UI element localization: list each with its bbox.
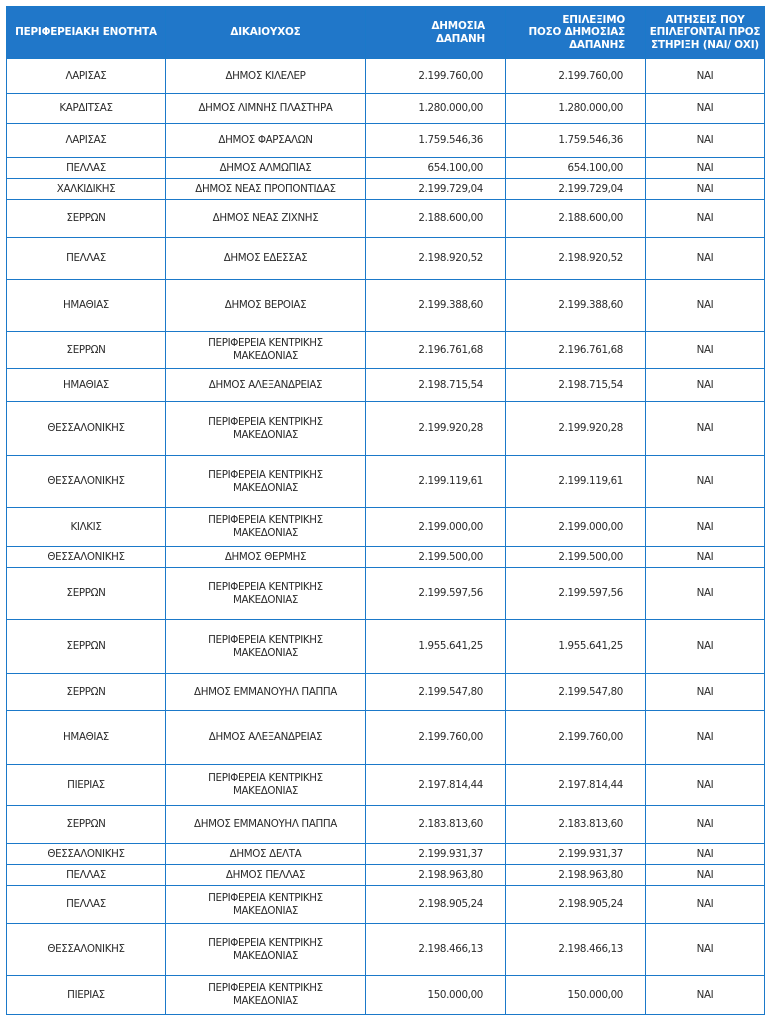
public-spend-cell: 2.199.760,00 bbox=[366, 711, 506, 765]
beneficiary-cell bbox=[166, 547, 366, 568]
selected-cell: ΝΑΙ bbox=[646, 369, 765, 402]
beneficiary-line: ΔΗΜΟΣ ΕΔΕΣΣΑΣ bbox=[223, 252, 308, 264]
eligible-amount-cell: 2.199.500,00 bbox=[506, 547, 646, 568]
selected-cell: ΝΑΙ bbox=[646, 179, 765, 200]
region-cell: ΗΜΑΘΙΑΣ bbox=[7, 369, 166, 402]
table-row bbox=[7, 508, 765, 547]
beneficiary-line: ΔΗΜΟΣ ΒΕΡΟΙΑΣ bbox=[224, 299, 307, 311]
beneficiary-cell bbox=[166, 711, 366, 765]
selected-cell: ΝΑΙ bbox=[646, 456, 765, 508]
beneficiary-cell bbox=[166, 865, 366, 886]
region-cell: ΧΑΛΚΙΔΙΚΗΣ bbox=[7, 179, 166, 200]
public-spend-cell: 2.199.500,00 bbox=[366, 547, 506, 568]
table-row bbox=[7, 332, 765, 369]
table-header bbox=[7, 7, 765, 59]
eligible-amount-cell: 2.199.547,80 bbox=[506, 674, 646, 711]
beneficiary-line: ΔΗΜΟΣ ΦΑΡΣΑΛΩΝ bbox=[218, 134, 313, 146]
table-row bbox=[7, 547, 765, 568]
region-cell: ΣΕΡΡΩΝ bbox=[7, 568, 166, 620]
eligible-amount-cell: 1.280.000,00 bbox=[506, 94, 646, 124]
public-spend-cell: 2.183.813,60 bbox=[366, 806, 506, 844]
beneficiary-line: ΠΕΡΙΦΕΡΕΙΑ ΚΕΝΤΡΙΚΗΣ bbox=[208, 337, 323, 349]
eligible-amount-cell: 2.198.715,54 bbox=[506, 369, 646, 402]
public-spend-cell: 1.280.000,00 bbox=[366, 94, 506, 124]
public-spend-cell: 2.199.597,56 bbox=[366, 568, 506, 620]
eligible-amount-cell: 150.000,00 bbox=[506, 976, 646, 1015]
selected-cell: ΝΑΙ bbox=[646, 158, 765, 179]
beneficiary-cell bbox=[166, 674, 366, 711]
beneficiary-line: ΜΑΚΕΔΟΝΙΑΣ bbox=[232, 904, 299, 917]
beneficiaries-table bbox=[6, 6, 765, 1015]
region-cell: ΠΙΕΡΙΑΣ bbox=[7, 765, 166, 806]
region-cell: ΛΑΡΙΣΑΣ bbox=[7, 124, 166, 158]
beneficiary-cell bbox=[166, 844, 366, 865]
beneficiary-cell bbox=[166, 124, 366, 158]
beneficiary-cell bbox=[166, 369, 366, 402]
eligible-amount-cell: 1.955.641,25 bbox=[506, 620, 646, 674]
table-row bbox=[7, 620, 765, 674]
beneficiary-cell bbox=[166, 402, 366, 456]
beneficiary-line: ΠΕΡΙΦΕΡΕΙΑ ΚΕΝΤΡΙΚΗΣ bbox=[208, 633, 323, 646]
beneficiary-line: ΔΗΜΟΣ ΕΜΜΑΝΟΥΗΛ ΠΑΠΠΑ bbox=[194, 685, 337, 698]
region-cell: ΣΕΡΡΩΝ bbox=[7, 674, 166, 711]
beneficiary-cell bbox=[166, 806, 366, 844]
beneficiary-line: ΜΑΚΕΔΟΝΙΑΣ bbox=[232, 481, 299, 494]
public-spend-cell: 2.199.729,04 bbox=[366, 179, 506, 200]
public-spend-cell: 2.198.715,54 bbox=[366, 369, 506, 402]
region-cell: ΘΕΣΣΑΛΟΝΙΚΗΣ bbox=[7, 844, 166, 865]
beneficiary-cell bbox=[166, 59, 366, 94]
eligible-amount-cell: 2.198.963,80 bbox=[506, 865, 646, 886]
selected-cell: ΝΑΙ bbox=[646, 238, 765, 280]
header-public-spend-line: ΔΑΠΑΝΗ bbox=[435, 32, 485, 45]
eligible-amount-cell: 2.197.814,44 bbox=[506, 765, 646, 806]
selected-cell: ΝΑΙ bbox=[646, 711, 765, 765]
region-cell: ΗΜΑΘΙΑΣ bbox=[7, 280, 166, 332]
table-row bbox=[7, 280, 765, 332]
eligible-amount-cell: 2.199.931,37 bbox=[506, 844, 646, 865]
header-eligible-amount bbox=[506, 7, 646, 59]
table-row bbox=[7, 238, 765, 280]
beneficiary-cell bbox=[166, 508, 366, 547]
beneficiary-cell bbox=[166, 158, 366, 179]
table-row bbox=[7, 402, 765, 456]
region-cell: ΘΕΣΣΑΛΟΝΙΚΗΣ bbox=[7, 547, 166, 568]
selected-cell: ΝΑΙ bbox=[646, 402, 765, 456]
beneficiary-cell bbox=[166, 976, 366, 1015]
eligible-amount-cell: 1.759.546,36 bbox=[506, 124, 646, 158]
beneficiary-line: ΔΗΜΟΣ ΝΕΑΣ ΖΙΧΝΗΣ bbox=[212, 212, 319, 224]
header-eligible-line: ΕΠΙΛΕΞΙΜΟ bbox=[562, 13, 625, 26]
header-row bbox=[7, 7, 765, 59]
beneficiary-line: ΠΕΡΙΦΕΡΕΙΑ ΚΕΝΤΡΙΚΗΣ bbox=[208, 936, 323, 949]
beneficiary-cell bbox=[166, 280, 366, 332]
region-cell: ΚΑΡΔΙΤΣΑΣ bbox=[7, 94, 166, 124]
selected-cell: ΝΑΙ bbox=[646, 332, 765, 369]
region-cell: ΠΙΕΡΙΑΣ bbox=[7, 976, 166, 1015]
beneficiary-line: ΠΕΡΙΦΕΡΕΙΑ ΚΕΝΤΡΙΚΗΣ bbox=[208, 580, 323, 593]
beneficiary-line: ΔΗΜΟΣ ΕΜΜΑΝΟΥΗΛ ΠΑΠΠΑ bbox=[194, 818, 337, 830]
beneficiary-line: ΔΗΜΟΣ ΝΕΑΣ ΠΡΟΠΟΝΤΙΔΑΣ bbox=[195, 182, 336, 195]
region-cell: ΠΕΛΛΑΣ bbox=[7, 886, 166, 924]
selected-cell: ΝΑΙ bbox=[646, 976, 765, 1015]
beneficiary-line: ΠΕΡΙΦΕΡΕΙΑ ΚΕΝΤΡΙΚΗΣ bbox=[208, 772, 323, 784]
public-spend-cell: 2.198.905,24 bbox=[366, 886, 506, 924]
selected-cell: ΝΑΙ bbox=[646, 674, 765, 711]
selected-cell: ΝΑΙ bbox=[646, 280, 765, 332]
beneficiary-cell bbox=[166, 568, 366, 620]
public-spend-cell: 2.196.761,68 bbox=[366, 332, 506, 369]
table-row bbox=[7, 124, 765, 158]
beneficiary-line: ΜΑΚΕΔΟΝΙΑΣ bbox=[232, 949, 299, 962]
selected-cell: ΝΑΙ bbox=[646, 59, 765, 94]
beneficiary-line: ΠΕΡΙΦΕΡΕΙΑ ΚΕΝΤΡΙΚΗΣ bbox=[208, 891, 323, 904]
table-row bbox=[7, 158, 765, 179]
table-row bbox=[7, 456, 765, 508]
beneficiary-line: ΜΑΚΕΔΟΝΙΑΣ bbox=[232, 646, 299, 659]
eligible-amount-cell: 2.199.000,00 bbox=[506, 508, 646, 547]
table-row bbox=[7, 369, 765, 402]
public-spend-cell: 2.198.920,52 bbox=[366, 238, 506, 280]
beneficiary-line: ΠΕΡΙΦΕΡΕΙΑ ΚΕΝΤΡΙΚΗΣ bbox=[208, 468, 323, 481]
table-row bbox=[7, 976, 765, 1015]
beneficiary-line: ΜΑΚΕΔΟΝΙΑΣ bbox=[232, 428, 299, 441]
beneficiary-line: ΠΕΡΙΦΕΡΕΙΑ ΚΕΝΤΡΙΚΗΣ bbox=[208, 982, 323, 994]
public-spend-cell: 1.759.546,36 bbox=[366, 124, 506, 158]
header-region: ΠΕΡΙΦΕΡΕΙΑΚΗ ΕΝΟΤΗΤΑ bbox=[7, 7, 166, 59]
selected-cell: ΝΑΙ bbox=[646, 547, 765, 568]
selected-cell: ΝΑΙ bbox=[646, 620, 765, 674]
selected-cell: ΝΑΙ bbox=[646, 844, 765, 865]
eligible-amount-cell: 2.199.920,28 bbox=[506, 402, 646, 456]
table-row bbox=[7, 711, 765, 765]
public-spend-cell: 2.198.466,13 bbox=[366, 924, 506, 976]
beneficiary-cell bbox=[166, 886, 366, 924]
table-row bbox=[7, 179, 765, 200]
beneficiary-line: ΜΑΚΕΔΟΝΙΑΣ bbox=[232, 593, 299, 606]
region-cell: ΛΑΡΙΣΑΣ bbox=[7, 59, 166, 94]
header-eligible-line: ΔΑΠΑΝΗΣ bbox=[569, 38, 625, 51]
table-row bbox=[7, 865, 765, 886]
eligible-amount-cell: 2.199.760,00 bbox=[506, 711, 646, 765]
beneficiary-line: ΔΗΜΟΣ ΑΛΜΩΠΙΑΣ bbox=[219, 161, 312, 174]
eligible-amount-cell: 654.100,00 bbox=[506, 158, 646, 179]
public-spend-cell: 2.199.388,60 bbox=[366, 280, 506, 332]
beneficiary-cell bbox=[166, 179, 366, 200]
region-cell: ΠΕΛΛΑΣ bbox=[7, 238, 166, 280]
region-cell: ΘΕΣΣΑΛΟΝΙΚΗΣ bbox=[7, 456, 166, 508]
public-spend-cell: 2.199.000,00 bbox=[366, 508, 506, 547]
eligible-amount-cell: 2.183.813,60 bbox=[506, 806, 646, 844]
region-cell: ΚΙΛΚΙΣ bbox=[7, 508, 166, 547]
beneficiary-cell bbox=[166, 200, 366, 238]
beneficiary-line: ΔΗΜΟΣ ΑΛΕΞΑΝΔΡΕΙΑΣ bbox=[208, 731, 323, 743]
region-cell: ΠΕΛΛΑΣ bbox=[7, 158, 166, 179]
beneficiary-cell bbox=[166, 332, 366, 369]
selected-cell: ΝΑΙ bbox=[646, 765, 765, 806]
selected-cell: ΝΑΙ bbox=[646, 806, 765, 844]
selected-cell: ΝΑΙ bbox=[646, 886, 765, 924]
header-selected bbox=[646, 7, 765, 59]
eligible-amount-cell: 2.196.761,68 bbox=[506, 332, 646, 369]
beneficiary-cell bbox=[166, 456, 366, 508]
eligible-amount-cell: 2.199.388,60 bbox=[506, 280, 646, 332]
table-row bbox=[7, 765, 765, 806]
beneficiary-cell bbox=[166, 238, 366, 280]
beneficiary-line: ΠΕΡΙΦΕΡΕΙΑ ΚΕΝΤΡΙΚΗΣ bbox=[208, 514, 323, 526]
region-cell: ΠΕΛΛΑΣ bbox=[7, 865, 166, 886]
region-cell: ΘΕΣΣΑΛΟΝΙΚΗΣ bbox=[7, 402, 166, 456]
public-spend-cell: 2.199.119,61 bbox=[366, 456, 506, 508]
table-row bbox=[7, 924, 765, 976]
beneficiary-line: ΜΑΚΕΔΟΝΙΑΣ bbox=[232, 527, 299, 539]
beneficiary-line: ΔΗΜΟΣ ΑΛΕΞΑΝΔΡΕΙΑΣ bbox=[208, 378, 323, 391]
header-public-spend-line: ΔΗΜΟΣΙΑ bbox=[431, 20, 485, 32]
public-spend-cell: 2.199.547,80 bbox=[366, 674, 506, 711]
header-selected-line: ΕΠΙΛΕΓΟΝΤΑΙ ΠΡΟΣ bbox=[649, 26, 761, 39]
public-spend-cell: 2.199.920,28 bbox=[366, 402, 506, 456]
beneficiary-line: ΔΗΜΟΣ ΘΕΡΜΗΣ bbox=[224, 550, 307, 563]
table-row bbox=[7, 844, 765, 865]
public-spend-cell: 2.188.600,00 bbox=[366, 200, 506, 238]
beneficiary-cell bbox=[166, 620, 366, 674]
beneficiary-line: ΔΗΜΟΣ ΚΙΛΕΛΕΡ bbox=[225, 69, 306, 82]
header-public-spend bbox=[366, 7, 506, 59]
table-row bbox=[7, 674, 765, 711]
eligible-amount-cell: 2.199.729,04 bbox=[506, 179, 646, 200]
selected-cell: ΝΑΙ bbox=[646, 508, 765, 547]
header-selected-line: ΣΤΗΡΙΞΗ (ΝΑΙ/ ΟΧΙ) bbox=[651, 38, 759, 51]
region-cell: ΘΕΣΣΑΛΟΝΙΚΗΣ bbox=[7, 924, 166, 976]
header-beneficiary: ΔΙΚΑΙΟΥΧΟΣ bbox=[166, 7, 366, 59]
beneficiary-cell bbox=[166, 924, 366, 976]
table-row bbox=[7, 568, 765, 620]
table-row bbox=[7, 200, 765, 238]
public-spend-cell: 2.199.931,37 bbox=[366, 844, 506, 865]
eligible-amount-cell: 2.198.466,13 bbox=[506, 924, 646, 976]
eligible-amount-cell: 2.188.600,00 bbox=[506, 200, 646, 238]
region-cell: ΣΕΡΡΩΝ bbox=[7, 806, 166, 844]
header-selected-line: ΑΙΤΗΣΕΙΣ ΠΟΥ bbox=[665, 13, 745, 26]
public-spend-cell: 150.000,00 bbox=[366, 976, 506, 1015]
beneficiary-cell bbox=[166, 765, 366, 806]
selected-cell: ΝΑΙ bbox=[646, 94, 765, 124]
header-eligible-line: ΠΟΣΟ ΔΗΜΟΣΙΑΣ bbox=[528, 26, 625, 39]
eligible-amount-cell: 2.199.597,56 bbox=[506, 568, 646, 620]
beneficiary-line: ΜΑΚΕΔΟΝΙΑΣ bbox=[232, 995, 299, 1007]
table-row bbox=[7, 806, 765, 844]
eligible-amount-cell: 2.199.760,00 bbox=[506, 59, 646, 94]
selected-cell: ΝΑΙ bbox=[646, 568, 765, 620]
region-cell: ΣΕΡΡΩΝ bbox=[7, 620, 166, 674]
public-spend-cell: 2.197.814,44 bbox=[366, 765, 506, 806]
beneficiary-line: ΔΗΜΟΣ ΛΙΜΝΗΣ ΠΛΑΣΤΗΡΑ bbox=[198, 102, 333, 114]
table-row bbox=[7, 94, 765, 124]
selected-cell: ΝΑΙ bbox=[646, 924, 765, 976]
beneficiary-line: ΜΑΚΕΔΟΝΙΑΣ bbox=[232, 785, 299, 797]
region-cell: ΗΜΑΘΙΑΣ bbox=[7, 711, 166, 765]
selected-cell: ΝΑΙ bbox=[646, 865, 765, 886]
selected-cell: ΝΑΙ bbox=[646, 200, 765, 238]
selected-cell: ΝΑΙ bbox=[646, 124, 765, 158]
table-body bbox=[7, 59, 765, 1015]
beneficiary-line: ΔΗΜΟΣ ΔΕΛΤΑ bbox=[229, 847, 302, 860]
beneficiary-line: ΜΑΚΕΔΟΝΙΑΣ bbox=[232, 350, 299, 362]
public-spend-cell: 2.199.760,00 bbox=[366, 59, 506, 94]
eligible-amount-cell: 2.198.920,52 bbox=[506, 238, 646, 280]
table-row bbox=[7, 886, 765, 924]
beneficiary-line: ΠΕΡΙΦΕΡΕΙΑ ΚΕΝΤΡΙΚΗΣ bbox=[208, 415, 323, 428]
table-row bbox=[7, 59, 765, 94]
eligible-amount-cell: 2.198.905,24 bbox=[506, 886, 646, 924]
public-spend-cell: 1.955.641,25 bbox=[366, 620, 506, 674]
eligible-amount-cell: 2.199.119,61 bbox=[506, 456, 646, 508]
region-cell: ΣΕΡΡΩΝ bbox=[7, 200, 166, 238]
beneficiary-cell bbox=[166, 94, 366, 124]
region-cell: ΣΕΡΡΩΝ bbox=[7, 332, 166, 369]
public-spend-cell: 2.198.963,80 bbox=[366, 865, 506, 886]
public-spend-cell: 654.100,00 bbox=[366, 158, 506, 179]
beneficiary-line: ΔΗΜΟΣ ΠΕΛΛΑΣ bbox=[225, 868, 306, 881]
